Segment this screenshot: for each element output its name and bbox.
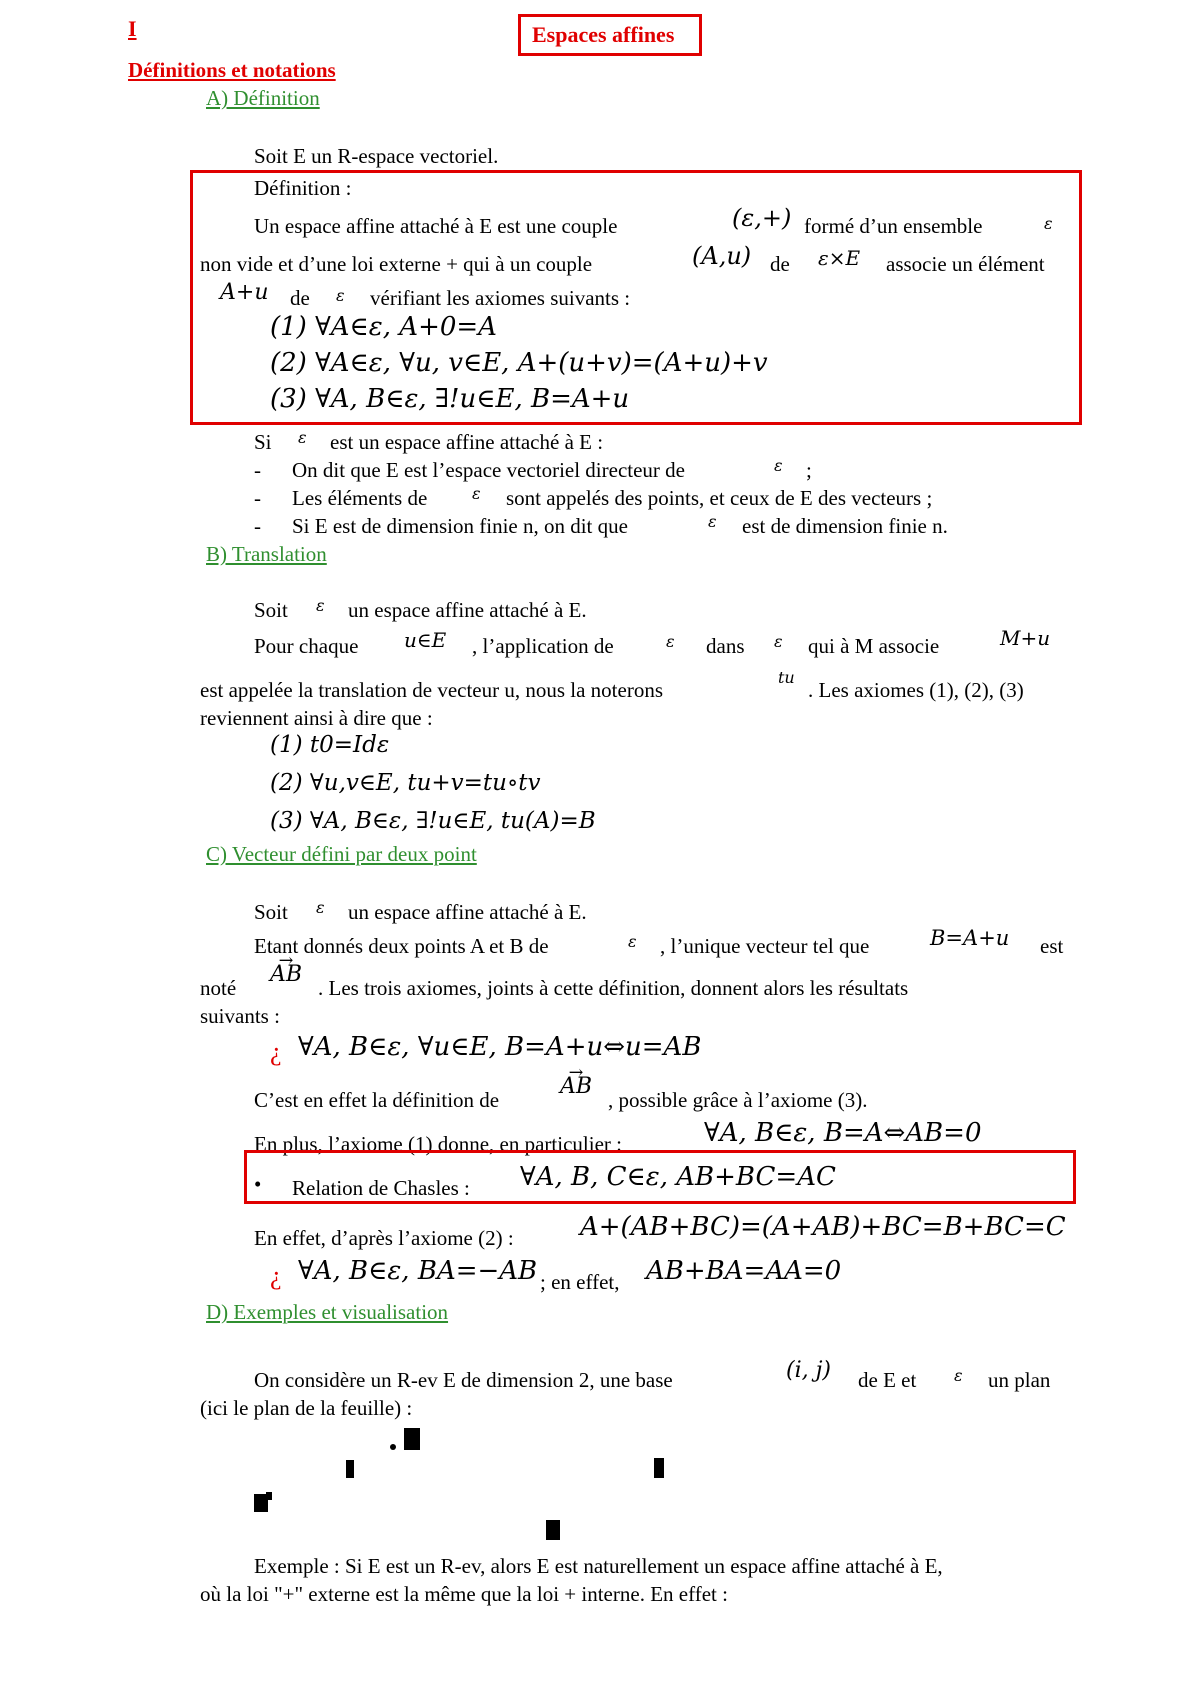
intro-text: Soit E un R-espace vectoriel.: [254, 144, 499, 168]
epsilon-symbol: ε: [316, 596, 325, 615]
epsilon-symbol: ε: [472, 484, 481, 503]
cest-b: , possible grâce à l’axiome (3).: [608, 1088, 868, 1112]
est-a: est appelée la translation de vecteur u, nous la noterons: [200, 678, 664, 702]
epsilon-symbol: ε: [316, 898, 325, 917]
axiom-1: (1) ∀A∈ε, A+0=A: [270, 312, 497, 342]
epsilon-symbol: ε: [774, 632, 783, 651]
def-line2: non vide et d’une loi externe + qui à un couple: [200, 252, 593, 276]
soit-c-b: un espace affine attaché à E.: [348, 900, 587, 924]
definition-label: Définition :: [254, 176, 352, 200]
etant-math: B=A+u: [930, 926, 1010, 950]
effet-a: En effet, d’après l’axiome (2) :: [254, 1226, 514, 1250]
def-line3-b: vérifiant les axiomes suivants :: [370, 286, 631, 310]
plus-a: En plus, l’axiome (1) donne, en particulier :: [254, 1132, 622, 1156]
basis-math: (i, j): [786, 1358, 832, 1383]
result-1: ∀A, B∈ε, ∀u∈E, B=A+u⇔u=AB: [298, 1032, 702, 1062]
bullet-3: Si E est de dimension finie n, on dit que: [292, 514, 628, 538]
epsilon-symbol: ε: [708, 512, 717, 531]
def-line3-a: de: [290, 286, 310, 310]
epsilon-symbol: ε: [774, 456, 783, 475]
bullet-1: On dit que E est l’espace vectoriel directeur de: [292, 458, 685, 482]
roman-numeral: I: [128, 16, 137, 41]
section-title: Définitions et notations: [128, 58, 336, 82]
result-glyph: ¿: [270, 1037, 282, 1066]
example-line-1: Exemple : Si E est un R-ev, alors E est naturellement un espace affine attaché à E,: [254, 1554, 943, 1578]
result-glyph: ¿: [270, 1261, 282, 1290]
epsilon-symbol: ε: [1044, 214, 1053, 233]
example-line-2: où la loi "+" externe est la même que la loi + interne. En effet :: [200, 1582, 728, 1606]
soit-b-a: Soit: [254, 598, 288, 622]
bullet-2-end: sont appelés des points, et ceux de E des vecteurs ;: [506, 486, 933, 510]
epsilon-symbol: ε: [628, 932, 637, 951]
ici: (ici le plan de la feuille) :: [200, 1396, 413, 1420]
on-c: un plan: [988, 1368, 1051, 1392]
epsilon-symbol: ε: [666, 632, 675, 651]
heading-d: D) Exemples et visualisation: [206, 1300, 449, 1324]
pour-c: qui à M associe: [808, 634, 940, 658]
page-title: Espaces affines: [532, 22, 675, 47]
bullet-dash: -: [254, 514, 261, 538]
vector-ab: → AB: [270, 962, 302, 988]
epsilon-symbol: ε: [336, 286, 345, 305]
effet-math: A+(AB+BC)=(A+AB)+BC=B+BC=C: [580, 1212, 1066, 1242]
chasles-math: ∀A, B, C∈ε, AB+BC=AC: [520, 1162, 836, 1192]
soit-b-b: un espace affine attaché à E.: [348, 598, 587, 622]
def-line1: Un espace affine attaché à E est une couple: [254, 214, 618, 238]
epsilon-symbol: ε: [298, 428, 307, 447]
soit-c-a: Soit: [254, 900, 288, 924]
translation-2: (2) ∀u,v∈E, tu+v=tu∘tv: [270, 770, 541, 796]
def-line2-math1: (A,u): [692, 242, 752, 270]
bullet-1-end: ;: [806, 458, 812, 482]
pour-dans: dans: [706, 634, 745, 658]
translation-1: (1) t0=Idε: [270, 732, 390, 758]
chasles-label: Relation de Chasles :: [292, 1176, 470, 1200]
def-line2-b: associe un élément: [886, 252, 1045, 276]
reviennent: reviennent ainsi à dire que :: [200, 706, 433, 730]
result-2-b: ; en effet,: [540, 1270, 620, 1294]
heading-c: C) Vecteur défini par deux point: [206, 842, 477, 866]
note-a: noté: [200, 976, 237, 1000]
def-line3-math: A+u: [220, 280, 269, 305]
def-line1-math: (ε,+): [732, 204, 792, 232]
bullet-dash: -: [254, 486, 261, 510]
pour-math2: M+u: [1000, 626, 1051, 650]
etant-a: Etant donnés deux points A et B de: [254, 934, 549, 958]
figure-block: [266, 1492, 272, 1500]
pour-b: , l’application de: [472, 634, 614, 658]
chasles-bullet: •: [254, 1172, 262, 1196]
translation-3: (3) ∀A, B∈ε, ∃!u∈E, tu(A)=B: [270, 808, 596, 834]
axiom-3: (3) ∀A, B∈ε, ∃!u∈E, B=A+u: [270, 384, 630, 414]
vector-ab: → AB: [560, 1074, 592, 1100]
def-line2-de: de: [770, 252, 790, 276]
etant-c: est: [1040, 934, 1064, 958]
note-b: . Les trois axiomes, joints à cette définition, donnent alors les résultats: [318, 976, 909, 1000]
figure-block: [546, 1520, 560, 1540]
figure-block: [654, 1458, 664, 1478]
figure-block: [346, 1460, 354, 1478]
plus-math: ∀A, B∈ε, B=A⇔AB=0: [704, 1118, 982, 1148]
heading-a: A) Définition: [206, 86, 320, 110]
bullet-dash: -: [254, 458, 261, 482]
figure-block: [404, 1428, 420, 1450]
est-b: . Les axiomes (1), (2), (3): [808, 678, 1024, 702]
on-b: de E et: [858, 1368, 917, 1392]
result-2-math: AB+BA=AA=0: [646, 1256, 842, 1286]
cest-a: C’est en effet la définition de: [254, 1088, 500, 1112]
axiom-2: (2) ∀A∈ε, ∀u, v∈E, A+(u+v)=(A+u)+v: [270, 348, 768, 378]
etant-b: , l’unique vecteur tel que: [660, 934, 870, 958]
on-a: On considère un R-ev E de dimension 2, une base: [254, 1368, 673, 1392]
si-word: Si: [254, 430, 272, 454]
heading-b: B) Translation: [206, 542, 327, 566]
bullet-2: Les éléments de: [292, 486, 428, 510]
def-line1-b: formé d’un ensemble: [804, 214, 983, 238]
suivants: suivants :: [200, 1004, 280, 1028]
si-line: est un espace affine attaché à E :: [330, 430, 604, 454]
translation-symbol: tu: [778, 668, 795, 687]
epsilon-symbol: ε: [954, 1366, 963, 1385]
figure-dot: [390, 1444, 396, 1450]
result-2: ∀A, B∈ε, BA=−AB: [298, 1256, 538, 1286]
pour-math: u∈E: [404, 628, 447, 652]
def-line2-math2: ε×E: [818, 246, 861, 270]
bullet-3-end: est de dimension finie n.: [742, 514, 948, 538]
pour-a: Pour chaque: [254, 634, 359, 658]
